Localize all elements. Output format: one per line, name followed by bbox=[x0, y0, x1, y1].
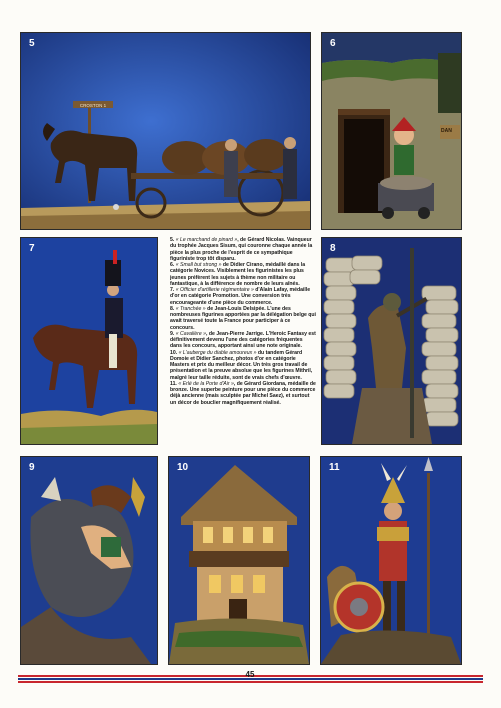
caption-number: 7. bbox=[170, 287, 175, 293]
caption-item bbox=[170, 237, 316, 262]
photo-9-fantasy-rider bbox=[20, 456, 158, 665]
caption-body: de Jean-Louis Delsipée. L'une des nombreuses figurines apportées par la délégation belge qui avait traversé toute la France pour participer à ce concours. bbox=[170, 305, 316, 331]
caption-item bbox=[170, 381, 316, 406]
wine-cart-illustration bbox=[21, 33, 310, 229]
photo-number: 10 bbox=[177, 462, 189, 473]
caption-body: , de Jean-Pierre Jarrige. L'Heroic Fantasy est définitivement devenu l'une des catégories fréquentes dans les concours, apportant ainsi une note originale. bbox=[170, 330, 316, 350]
caption-body: , de Gérard Nicolas. Vainqueur du trophée Jacques Sisum, qui couronne chaque année la pièce la plus proche de l'esprit de ce sympathique figuriniste trop tôt disparu. bbox=[170, 237, 313, 262]
mounted-officer-illustration bbox=[21, 238, 157, 444]
footer-rule-red-lower bbox=[18, 681, 483, 683]
photo-number: 9 bbox=[29, 462, 35, 473]
caption-item bbox=[170, 287, 316, 306]
trench-illustration bbox=[322, 238, 461, 444]
photo-8-trench bbox=[321, 237, 462, 445]
caption-title: « L'auberge du diable amoureux » bbox=[178, 349, 257, 356]
page-number: 45 bbox=[245, 670, 255, 679]
photo-5-wine-cart bbox=[20, 32, 311, 230]
caption-number: 5. bbox=[170, 237, 175, 243]
caption-number: 8. bbox=[170, 305, 175, 312]
photo-10-inn bbox=[168, 456, 310, 665]
caption-title: « Cavalière » bbox=[175, 330, 207, 337]
photo-11-warrior bbox=[320, 456, 462, 665]
caption-number: 11. bbox=[170, 380, 177, 387]
caption-number: 10. bbox=[170, 349, 178, 356]
caption-item bbox=[170, 306, 316, 331]
caption-item bbox=[170, 350, 316, 381]
caption-title: « Erlé de la Porte d'Air » bbox=[178, 380, 234, 387]
inn-building-illustration bbox=[169, 457, 309, 664]
caption-number: 9. bbox=[170, 330, 175, 337]
photo-number: 6 bbox=[330, 38, 336, 49]
fantasy-rider-illustration bbox=[21, 457, 157, 664]
caption-title: « Tranchée » bbox=[175, 305, 206, 312]
photo-number: 8 bbox=[330, 243, 336, 254]
photo-number: 5 bbox=[29, 38, 35, 49]
photo-number: 11 bbox=[329, 462, 340, 473]
signpost-label: CROSTON 1 bbox=[79, 103, 107, 108]
warrior-shield-illustration bbox=[321, 457, 461, 664]
caption-item bbox=[170, 331, 316, 350]
caption-body: de Didier Cirano, médaillé dans la catégorie Novices. Visiblement les figurinistes les plus jeunes préfèrent les sujets à thème non militaire ou fantastique, à la différence de nombre de leurs aînés. bbox=[170, 262, 306, 287]
caption-number: 6. bbox=[170, 262, 175, 268]
photo-6-gnome-mine bbox=[321, 32, 462, 230]
caption-body: , de Gérard Giordana, médaille de bronze. Une superbe peinture pour une pièce du commerce déjà ancienne (mais sculptée par Michel Saez), et surtout un décor de bouclier magnifiquement réalisé. bbox=[170, 380, 316, 406]
caption-title: « Officier d'artillerie régimentaire » bbox=[175, 287, 254, 293]
caption-body: d'Alain Lafay, médaille d'or en catégorie Promotion. Une conversion très encourageante d'une pièce du commerce. bbox=[170, 287, 311, 306]
caption-item bbox=[170, 262, 316, 287]
photo-number: 7 bbox=[29, 243, 35, 254]
caption-text-block bbox=[170, 237, 316, 444]
caption-body: du tandem Gérard Domoie et Didier Sanchez, photos d'or en catégorie Masters et prix du meilleur décor. Un très gros travail de présentation et la preuve absolue que les figurines Mithril, malgré leur taille réduite, sont de vrais chefs d'œuvre. bbox=[170, 349, 313, 381]
dan-sign-label: DAN bbox=[441, 128, 452, 134]
caption-title: « Le marchand de pinard » bbox=[175, 237, 238, 243]
photo-7-officer bbox=[20, 237, 158, 445]
caption-title: « Small but strong » bbox=[175, 262, 222, 268]
